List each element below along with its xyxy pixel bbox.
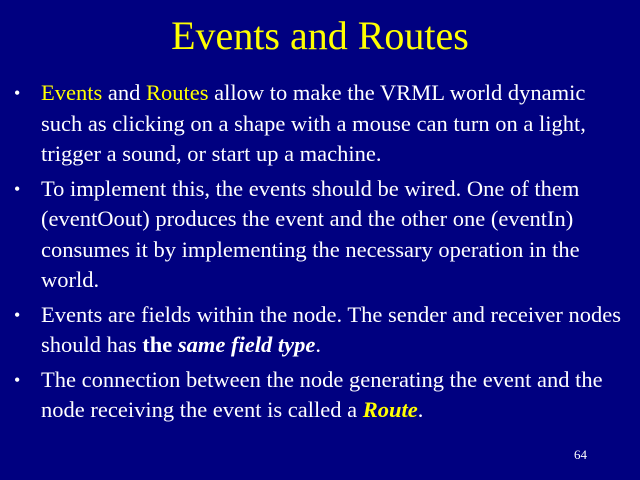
- bullet-item-fields: [0, 300, 640, 361]
- bullet-icon: •: [14, 304, 21, 325]
- bullet-text: The connection between the node generating the event and the node receiving the event is called a: [41, 366, 603, 422]
- bullet-text-period: .: [315, 332, 321, 357]
- bullet-text: To implement this, the events should be wired. One of them (eventOout) produces the event and the other one (eventIn) consumes it by implementing the necessary operation in the world.: [41, 175, 580, 292]
- page-number: 64: [574, 447, 587, 462]
- emphasis-same-field-type: same field type: [177, 332, 316, 357]
- bullet-item-connection: [0, 365, 640, 426]
- bullet-item-events-routes: [0, 78, 640, 170]
- emphasis-the: the: [142, 332, 173, 357]
- bullet-text-and: and: [102, 80, 146, 105]
- bullet-list: [0, 78, 640, 430]
- bullet-icon: •: [14, 83, 21, 103]
- bullet-text: Events are fields within the node. The sender and receiver nodes should has: [41, 301, 622, 357]
- keyword-events: Events: [41, 80, 103, 105]
- slide-title: Events and Routes: [171, 13, 469, 58]
- bullet-icon: •: [14, 178, 21, 199]
- bullet-item-implement: [0, 174, 640, 296]
- bullet-icon: •: [14, 369, 21, 390]
- bullet-text: allow to make the VRML world dynamic such as clicking on a shape with a mouse can turn on a light, trigger a sound, or start up a machine.: [41, 80, 586, 166]
- bullet-text-period: .: [417, 397, 424, 422]
- keyword-route: Route: [362, 397, 418, 422]
- keyword-routes: Routes: [146, 80, 209, 105]
